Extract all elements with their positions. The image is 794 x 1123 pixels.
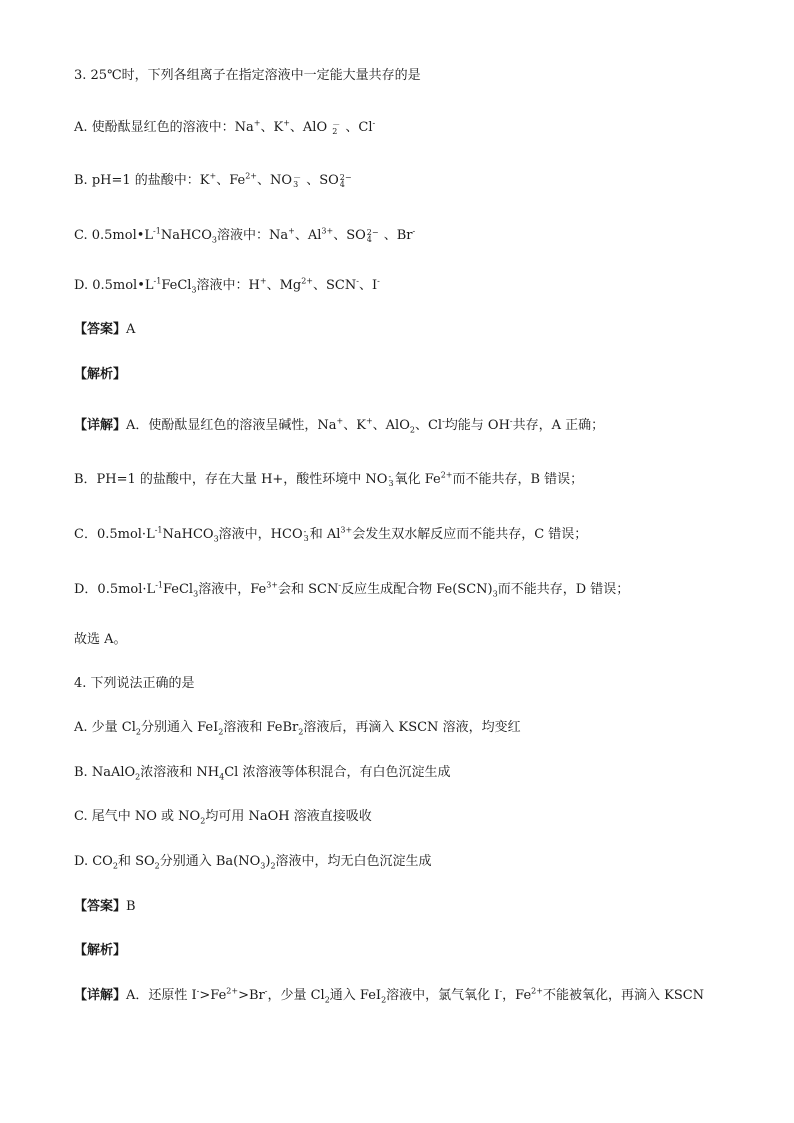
q4-analysis-label: 【解析】 xyxy=(74,943,127,958)
q3-option-a: A. 使酚酞显红色的溶液中：Na+、K+、AlO － 2 、Cl- xyxy=(74,118,376,136)
q3-conclusion: 故选 A。 xyxy=(74,632,127,647)
answer-value: B xyxy=(126,899,136,914)
q4-option-c: C. 尾气中 NO 或 $NO_2$均可用 NaOH 溶液直接吸收 xyxy=(74,809,372,826)
q3-stem: 3. 25℃时，下列各组离子在指定溶液中一定能大量共存的是 xyxy=(74,68,421,83)
answer-value: A xyxy=(126,322,136,337)
q4-stem: 4. 下列说法正确的是 xyxy=(74,676,195,691)
q4-option-a: A. 少量 $Cl_2$分别通入 FeI$_2$溶液和 FeBr$_2$溶液后，再滴入 KSCN 溶液，均变红 xyxy=(74,720,521,737)
q4-detail-a: 【详解】A．还原性 $I^->Fe^{2+}>Br^-$，少量 $Cl_2$通入 FeI$_2$溶液中，氯气氧化 I-，$Fe^{2+}$不能被氧化，再滴入 KSCN xyxy=(74,986,705,1005)
q3-answer xyxy=(74,322,135,338)
q3-option-d: D. $0.5mol•L^{-1}FeCl_3$溶液中：H+、$Mg^{2+}$、SCN-、I- xyxy=(74,276,380,295)
q3-detail-d: D．$0.5mol\cdot L^{-1}FeCl_3$溶液中，$Fe^{3+}$会和 SCN-反应生成配合物 $Fe(SCN)_3$而不能共存，D 错误； xyxy=(74,580,630,599)
q3-option-b: B. pH=1 的盐酸中：K+、$Fe^{2+}$、NO － 3 、SO 2− 4 xyxy=(74,171,352,189)
q3-analysis-label: 【解析】 xyxy=(74,367,127,382)
answer-label: 【答案】 xyxy=(74,899,127,914)
q3-detail-b: B．PH=1 的盐酸中，存在大量 H+，酸性环境中 NO - 3 氧化 $Fe^{2+}$而不能共存，B 错误； xyxy=(74,470,584,488)
q4-option-d: D. $CO_2$和 $SO_2$分别通入 $Ba(NO_3)_2$溶液中，均无白色沉淀生成 xyxy=(74,854,432,871)
q3-detail-c: C．$0.5mol\cdot L^{-1}NaHCO_3$溶液中，HCO - 3 和 $Al^{3+}$会发生双水解反应而不能共存，C 错误； xyxy=(74,525,588,544)
q3-option-c: C. $0.5mol•L^{-1}NaHCO_3$溶液中：Na+、$Al^{3+}$、SO 2− 4 、Br- xyxy=(74,226,416,245)
answer-label: 【答案】 xyxy=(74,322,127,337)
q4-answer xyxy=(74,899,136,915)
q3-detail-a: 【详解】A．使酚酞显红色的溶液呈碱性，Na+、K+、AlO$_2$、Cl-均能与 OH-共存，A 正确； xyxy=(74,416,605,435)
q4-option-b: B. NaAlO$_2$浓溶液和 $NH_4Cl$ 浓溶液等体积混合，有白色沉淀生成 xyxy=(74,765,451,782)
